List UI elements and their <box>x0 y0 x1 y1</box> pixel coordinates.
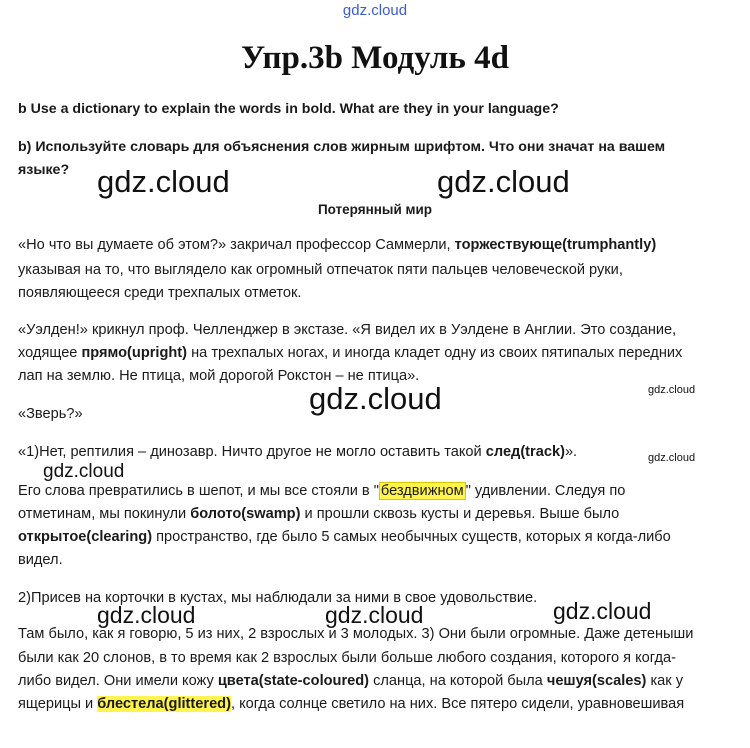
paragraph-2-line-1: «Уэлден!» крикнул проф. Челленджер в экстазе. «Я видел их в Уэлдене в Англии. Это создание, <box>18 322 677 338</box>
paragraph-5-line-3: открытое(clearing) пространство, где было 5 самых необычных существ, которых я когда-либо <box>18 529 671 545</box>
watermark: gdz.cloud <box>553 598 652 624</box>
paragraph-6: 2)Присев на корточки в кустах, мы наблюдали за ними в свое удовольствие. <box>18 590 538 606</box>
page-title: Упр.3b Модуль 4d <box>241 40 509 76</box>
paragraph-2-line-3: лап на землю. Не птица, мой дорогой Рокстон – не птица». <box>18 368 420 384</box>
paragraph-7-line-1: Там было, как я говорю, 5 из них, 2 взрослых и 3 молодых. 3) Они были огромные. Даже детеныши <box>18 626 694 642</box>
highlighted-word: бездвижном <box>380 483 464 499</box>
paragraph-1-line-2: указывая на то, что выглядело как огромный отпечаток пяти пальцев человеческой руки, <box>18 262 623 278</box>
watermark: gdz.cloud <box>43 461 125 482</box>
paragraph-7-line-2: были как 20 слонов, в то время как 2 взрослых были больше любого создания, которого я когда- <box>18 650 676 666</box>
watermark: gdz.cloud <box>97 602 196 628</box>
paragraph-5-line-2: отметинам, мы покинули болото(swamp) и прошли сквозь кусты и деревья. Выше было <box>18 506 620 522</box>
watermark: gdz.cloud <box>309 381 442 416</box>
paragraph-1-line-1: «Но что вы думаете об этом?» закричал профессор Саммерли, торжествующе(trumphantly) <box>18 237 657 253</box>
watermark-top: gdz.cloud <box>342 2 408 19</box>
task-english: b Use a dictionary to explain the words in bold. What are they in your language? <box>18 101 559 117</box>
watermark: gdz.cloud <box>437 164 570 199</box>
task-russian-line-1: b) Используйте словарь для объяснения слов жирным шрифтом. Что они значат на вашем <box>18 139 666 155</box>
story-title: Потерянный мир <box>317 202 433 217</box>
paragraph-7-line-3: либо видел. Они имели кожу цвета(state-coloured) сланца, на которой была чешуя(scales) как у <box>18 673 684 689</box>
paragraph-2-line-2: ходящее прямо(upright) на трехпалых ногах, и иногда кладет одну из своих пятипалых передних <box>18 345 683 361</box>
watermark: gdz.cloud <box>97 164 230 199</box>
paragraph-1-line-3: появляющееся среди трехпалых отметок. <box>18 285 302 301</box>
paragraph-5-line-4: видел. <box>18 552 63 568</box>
paragraph-4: «1)Нет, рептилия – динозавр. Ничто другое не могло оставить такой след(track)». <box>18 444 578 460</box>
watermark-small: gdz.cloud <box>648 384 696 396</box>
task-russian-line-2: языке? <box>18 162 70 178</box>
highlighted-word: блестела(glittered) <box>97 696 231 712</box>
paragraph-3: «Зверь?» <box>18 406 83 422</box>
paragraph-5-line-1: Его слова превратились в шепот, и мы все стояли в " бездвижном " удивлении. Следуя по <box>18 483 626 499</box>
watermark-small: gdz.cloud <box>648 452 696 464</box>
paragraph-7-line-4: ящерицы и блестела(glittered), когда солнце светило на них. Все пятеро сидели, уравновешивая <box>18 696 685 712</box>
watermark: gdz.cloud <box>325 602 424 628</box>
